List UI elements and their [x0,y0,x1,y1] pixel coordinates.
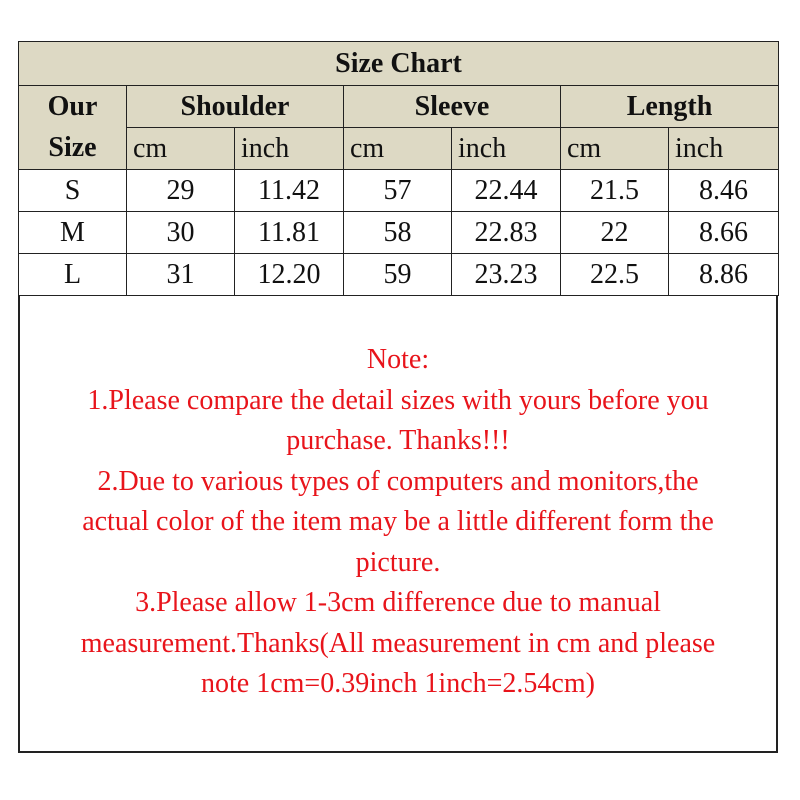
sleeve-inch-cell: 22.83 [452,212,561,254]
our-size-label-line2: Size [19,128,127,170]
sleeve-inch-cell: 22.44 [452,170,561,212]
length-inch-cell: 8.86 [669,254,779,296]
sleeve-inch-cell: 23.23 [452,254,561,296]
table-row [19,170,779,212]
sleeve-cm-cell: 59 [344,254,452,296]
table-row [19,212,779,254]
size-cell: M [19,212,127,254]
unit-sleeve-inch: inch [452,128,561,170]
unit-shoulder-inch: inch [235,128,344,170]
note-line: 2.Due to various types of computers and monitors,the [97,465,699,497]
size-cell: S [19,170,127,212]
shoulder-cm-cell: 29 [127,170,235,212]
title-row [19,42,779,86]
unit-length-cm: cm [561,128,669,170]
shoulder-inch-cell: 11.81 [235,212,344,254]
table-row [19,254,779,296]
group-header-sleeve: Sleeve [344,86,561,128]
note-line: 1.Please compare the detail sizes with yours before you [87,384,709,416]
shoulder-cm-cell: 31 [127,254,235,296]
shoulder-inch-cell: 12.20 [235,254,344,296]
shoulder-inch-cell: 11.42 [235,170,344,212]
note-heading: Note: [366,344,430,375]
note-line: purchase. Thanks!!! [286,425,510,456]
our-size-label-line1: Our [19,86,127,128]
shoulder-cm-cell: 30 [127,212,235,254]
length-cm-cell: 22.5 [561,254,669,296]
length-cm-cell: 21.5 [561,170,669,212]
unit-sleeve-cm: cm [344,128,452,170]
length-inch-cell: 8.66 [669,212,779,254]
notes-section [30,340,766,705]
size-chart-title: Size Chart [19,42,779,86]
note-line: measurement.Thanks(All measurement in cm and please [80,627,716,659]
size-chart-table [18,41,779,296]
group-header-length: Length [561,86,779,128]
size-cell: L [19,254,127,296]
sleeve-cm-cell: 57 [344,170,452,212]
unit-shoulder-cm: cm [127,128,235,170]
note-line: picture. [355,546,441,578]
note-line: note 1cm=0.39inch 1inch=2.54cm) [201,668,595,699]
sleeve-cm-cell: 58 [344,212,452,254]
unit-length-inch: inch [669,128,779,170]
unit-header-row [19,128,779,170]
group-header-shoulder: Shoulder [127,86,344,128]
group-header-row [19,86,779,128]
length-cm-cell: 22 [561,212,669,254]
note-line: 3.Please allow 1-3cm difference due to manual [135,587,661,618]
note-line: actual color of the item may be a little different form the [82,506,714,537]
length-inch-cell: 8.46 [669,170,779,212]
